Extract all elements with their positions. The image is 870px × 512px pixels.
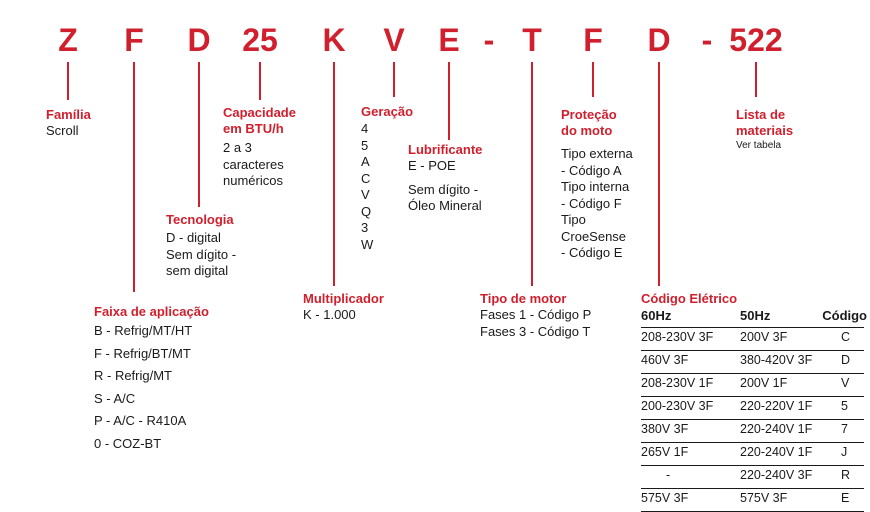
code-part-familia: Z bbox=[58, 22, 78, 58]
table-row bbox=[641, 466, 867, 489]
connector-faixa bbox=[133, 62, 135, 292]
cell-codigo: R bbox=[841, 468, 851, 482]
code-part-capacidade: 25 bbox=[242, 22, 278, 58]
connector-protecao bbox=[592, 62, 594, 97]
cell-codigo: J bbox=[841, 445, 848, 459]
multiplicador-title: Multiplicador bbox=[303, 291, 384, 306]
geracao-title: Geração bbox=[361, 104, 414, 119]
connector-familia bbox=[67, 62, 69, 100]
codigo-eletrico-table bbox=[641, 306, 867, 512]
lista-title-line: materiais bbox=[736, 123, 794, 138]
capacidade-value: 2 a 3 bbox=[223, 140, 252, 155]
protecao-value: Tipo bbox=[561, 212, 586, 227]
code-part-lubrificante: E bbox=[438, 22, 460, 58]
familia-value: Scroll bbox=[46, 123, 79, 138]
header-60hz: 60Hz bbox=[641, 308, 672, 323]
protecao-values bbox=[561, 146, 633, 262]
familia-values bbox=[46, 123, 79, 140]
cell-50hz: 380-420V 3F bbox=[740, 353, 813, 367]
code-part-tecnologia: D bbox=[187, 22, 211, 58]
cell-60hz: 208-230V 1F bbox=[641, 376, 714, 390]
tipo-motor-title: Tipo de motor bbox=[480, 291, 567, 306]
connector-lista bbox=[755, 62, 757, 97]
tipo-motor-value: Fases 1 - Código P bbox=[480, 307, 592, 322]
protecao-value: - Código F bbox=[561, 195, 622, 211]
cell-60hz: 200-230V 3F bbox=[641, 399, 714, 413]
geracao-values bbox=[361, 121, 373, 253]
geracao-value: C bbox=[361, 170, 371, 186]
faixa-value: F - Refrig/BT/MT bbox=[94, 345, 191, 361]
cell-60hz: 208-230V 3F bbox=[641, 330, 714, 344]
protecao-title-line: Proteção bbox=[561, 107, 617, 122]
connector-tecnologia bbox=[198, 62, 200, 207]
table-row bbox=[641, 328, 867, 351]
capacidade-title bbox=[223, 105, 296, 137]
connector-codigo-eletrico bbox=[658, 62, 660, 286]
capacidade-value: numéricos bbox=[223, 173, 283, 188]
cell-50hz: 200V 1F bbox=[740, 376, 788, 390]
cell-60hz: 460V 3F bbox=[641, 353, 689, 367]
connector-lubrificante bbox=[448, 62, 450, 140]
cell-50hz: 575V 3F bbox=[740, 491, 788, 505]
cell-50hz: 220-240V 3F bbox=[740, 468, 813, 482]
faixa-value: S - A/C bbox=[94, 390, 136, 406]
table-header bbox=[641, 306, 867, 328]
protecao-value: Tipo interna bbox=[561, 179, 630, 194]
lubrificante-value: E - POE bbox=[408, 158, 456, 173]
lista-title bbox=[736, 107, 793, 139]
cell-50hz: 200V 3F bbox=[740, 330, 788, 344]
geracao-value: V bbox=[361, 187, 370, 202]
capacidade-value: caracteres bbox=[223, 156, 284, 172]
capacidade-title-line: em BTU/h bbox=[223, 121, 284, 136]
cell-codigo: 7 bbox=[841, 422, 848, 436]
code-part-multiplicador: K bbox=[322, 22, 346, 58]
code-part-lista: 522 bbox=[729, 22, 783, 58]
table-row bbox=[641, 374, 867, 397]
tipo-motor-value: Fases 3 - Código T bbox=[480, 323, 591, 339]
lista-title-line: Lista de bbox=[736, 107, 786, 122]
code-part-faixa: F bbox=[124, 22, 144, 58]
table-row bbox=[641, 420, 867, 443]
code-part-protecao: F bbox=[583, 22, 603, 58]
lista-note: Ver tabela bbox=[736, 140, 782, 151]
cell-codigo: E bbox=[841, 491, 850, 505]
protecao-value: - Código A bbox=[561, 162, 622, 178]
geracao-value: 3 bbox=[361, 220, 369, 235]
connector-multiplicador bbox=[333, 62, 335, 286]
geracao-value: 4 bbox=[361, 121, 369, 136]
lubrificante-extra: Sem dígito - bbox=[408, 181, 479, 197]
faixa-value: B - Refrig/MT/HT bbox=[94, 323, 193, 338]
tecnologia-value: D - digital bbox=[166, 230, 221, 245]
connector-geracao bbox=[393, 62, 395, 97]
geracao-value: 5 bbox=[361, 137, 369, 153]
table-row bbox=[641, 489, 867, 512]
familia-title: Família bbox=[46, 107, 91, 122]
code-separator-2: - bbox=[701, 22, 713, 58]
table-row bbox=[641, 397, 867, 420]
cell-50hz: 220-240V 1F bbox=[740, 445, 813, 459]
faixa-title: Faixa de aplicação bbox=[94, 304, 209, 319]
cell-50hz: 220-220V 1F bbox=[740, 399, 813, 413]
table-row bbox=[641, 351, 867, 374]
faixa-values bbox=[94, 320, 192, 455]
tecnologia-value: sem digital bbox=[166, 263, 229, 278]
cell-60hz: - bbox=[666, 468, 671, 482]
code-part-geracao: V bbox=[383, 22, 405, 58]
capacidade-title-line: Capacidade bbox=[223, 105, 296, 120]
protecao-title bbox=[561, 107, 617, 139]
cell-codigo: D bbox=[841, 353, 851, 367]
cell-60hz: 265V 1F bbox=[641, 445, 689, 459]
cell-60hz: 380V 3F bbox=[641, 422, 689, 436]
code-part-codigo-eletrico: D bbox=[647, 22, 671, 58]
code-part-tipo-motor: T bbox=[522, 22, 542, 58]
cell-50hz: 220-240V 1F bbox=[740, 422, 813, 436]
header-codigo: Código bbox=[822, 308, 867, 323]
faixa-value: 0 - COZ-BT bbox=[94, 435, 162, 451]
cell-codigo: V bbox=[841, 376, 850, 390]
lubrificante-extra: Óleo Mineral bbox=[408, 198, 482, 213]
lubrificante-values bbox=[408, 158, 482, 215]
cell-60hz: 575V 3F bbox=[641, 491, 689, 505]
faixa-value: P - A/C - R410A bbox=[94, 413, 187, 428]
header-50hz: 50Hz bbox=[740, 308, 771, 323]
geracao-value: Q bbox=[361, 203, 372, 219]
tipo-motor-values bbox=[480, 307, 591, 340]
lubrificante-title: Lubrificante bbox=[408, 142, 483, 157]
table-row bbox=[641, 443, 867, 466]
multiplicador-value: K - 1.000 bbox=[303, 307, 356, 322]
protecao-value: - Código E bbox=[561, 245, 623, 260]
geracao-value: W bbox=[361, 236, 374, 252]
protecao-title-line: do moto bbox=[561, 123, 613, 138]
geracao-value: A bbox=[361, 154, 370, 169]
code-separator-1: - bbox=[483, 22, 495, 58]
tecnologia-values bbox=[166, 230, 236, 280]
codigo-eletrico-title: Código Elétrico bbox=[641, 291, 738, 306]
multiplicador-values bbox=[303, 307, 356, 324]
cell-codigo: 5 bbox=[841, 399, 848, 413]
capacidade-values bbox=[223, 140, 284, 190]
connector-tipo-motor bbox=[531, 62, 533, 286]
faixa-value: R - Refrig/MT bbox=[94, 368, 172, 383]
protecao-value: Tipo externa bbox=[561, 146, 633, 161]
tecnologia-title: Tecnologia bbox=[166, 212, 234, 227]
protecao-value: CroeSense bbox=[561, 228, 627, 244]
cell-codigo: C bbox=[841, 330, 851, 344]
connector-capacidade bbox=[259, 62, 261, 100]
tecnologia-value: Sem dígito - bbox=[166, 246, 237, 262]
